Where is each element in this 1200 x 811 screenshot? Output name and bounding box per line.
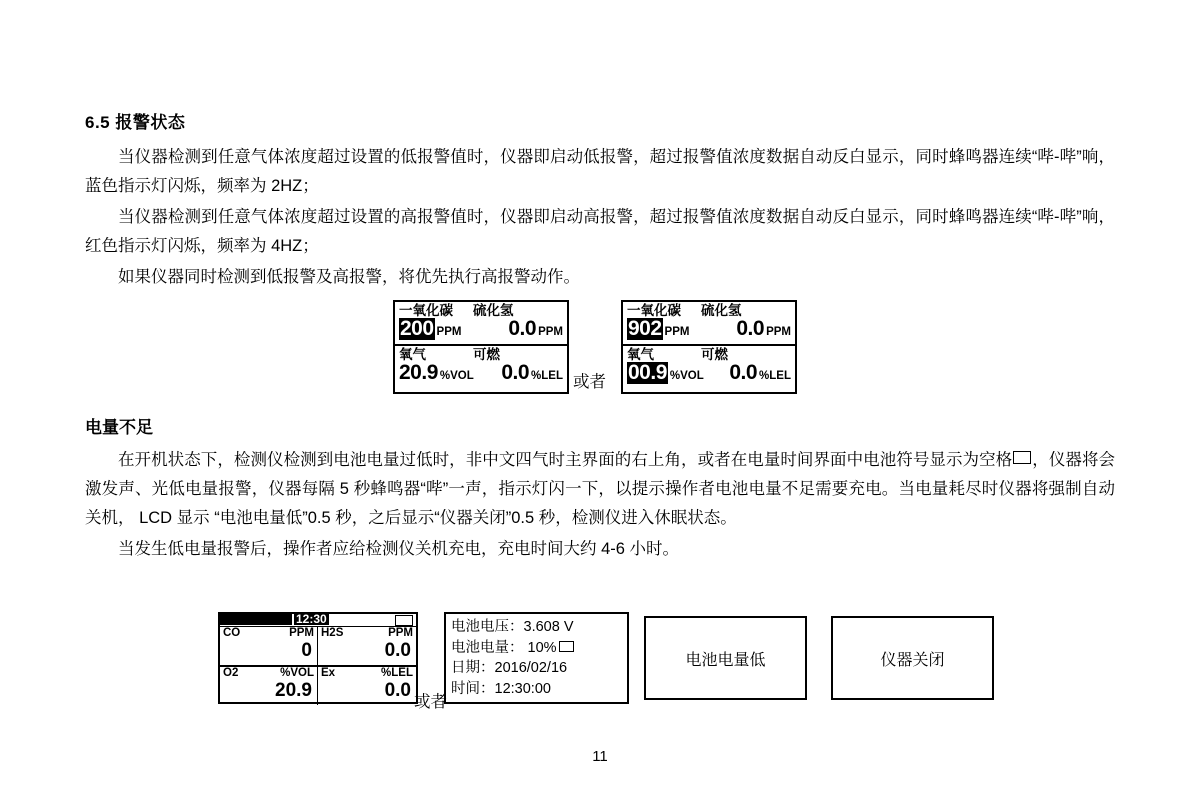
or-label-row1: 或者 bbox=[573, 373, 606, 391]
lcd-cell-co bbox=[220, 627, 318, 665]
lcd-o2-header bbox=[223, 667, 314, 680]
lcd-alarm-figures bbox=[393, 300, 823, 400]
lcd-high-gas4-label: 可燃 bbox=[701, 346, 728, 362]
lcd-low-gas3-label: 氧气 bbox=[399, 346, 426, 362]
lcd-ex-header bbox=[321, 667, 413, 680]
empty-battery-icon bbox=[1013, 451, 1031, 464]
battery-empty-icon bbox=[559, 641, 574, 652]
lcd-co-unit: PPM bbox=[289, 627, 314, 639]
lcd-cell-o2 bbox=[220, 667, 318, 705]
lcd-high-gas2-unit: PPM bbox=[766, 326, 791, 338]
lcd-low-labels-top bbox=[395, 302, 567, 318]
lcd-high-gas3-label: 氧气 bbox=[627, 346, 654, 362]
lcd-co-value: 0 bbox=[301, 640, 312, 661]
lcd-high-gas1-value: 902 bbox=[628, 317, 662, 340]
low-battery-text-part1: 在开机状态下，检测仪检测到电池电量过低时，非中文四气时主界面的右上角，或者在电量时间界面中电池符号显示为空格 bbox=[118, 451, 1013, 469]
lcd-low-gas1-unit: PPM bbox=[436, 326, 462, 338]
low-battery-section bbox=[85, 413, 1115, 566]
lcd-high-values-bottom bbox=[623, 362, 795, 387]
lcd-ex-value: 0.0 bbox=[384, 679, 411, 701]
lcd-high-gas4-unit: %LEL bbox=[759, 369, 791, 382]
lcd-low-alarm-display bbox=[393, 300, 569, 394]
lcd-status-bar bbox=[220, 614, 416, 627]
lcd-high-values-top bbox=[623, 318, 795, 343]
lcd-h2s-value: 0.0 bbox=[384, 640, 411, 661]
lcd-o2-unit: %VOL bbox=[280, 666, 314, 679]
lcd-low-gas1-value: 200 bbox=[400, 317, 434, 340]
section-heading: 6.5 报警状态 bbox=[85, 113, 186, 132]
lcd-h2s-unit: PPM bbox=[388, 627, 413, 639]
page-number: 11 bbox=[592, 748, 608, 765]
lcd-cell-h2s bbox=[318, 627, 416, 665]
lcd-low-values-bottom bbox=[395, 362, 567, 387]
lcd-battery-figures bbox=[218, 612, 988, 712]
status-bar-fill bbox=[220, 614, 292, 625]
or-label-row2: 或者 bbox=[414, 693, 447, 711]
lcd-low-gas3-unit: %VOL bbox=[439, 369, 474, 382]
lcd-cell-ex bbox=[318, 667, 416, 705]
lcd-low-gas1-label: 一氧化碳 bbox=[399, 303, 453, 318]
lcd-low-gas4-value: 0.0 bbox=[501, 360, 530, 384]
lcd-high-gas1-unit: PPM bbox=[664, 326, 690, 338]
lcd-low-gas2-value: 0.0 bbox=[508, 317, 537, 340]
lcd-row-top bbox=[220, 627, 416, 665]
lcd-low-gas4-unit: %LEL bbox=[531, 369, 563, 382]
lcd-high-labels-top bbox=[623, 302, 795, 318]
lcd-high-alarm-display bbox=[621, 300, 797, 394]
lcd-low-battery-message: 电池电量低 bbox=[644, 616, 807, 700]
lcd-ex-label: Ex bbox=[321, 666, 336, 679]
lcd-low-gas4-label: 可燃 bbox=[473, 346, 500, 362]
lcd-shutdown-message: 仪器关闭 bbox=[831, 616, 994, 700]
lcd-low-gas3-value: 20.9 bbox=[399, 360, 438, 384]
lcd-high-labels-bottom bbox=[623, 346, 795, 362]
battery-time-line: 时间：12:30:00 bbox=[451, 680, 551, 697]
paragraph-high-alarm: 当仪器检测到任意气体浓度超过设置的高报警值时，仪器即启动高报警，超过报警值浓度数据自动反白显示，同时蜂鸣器连续“哔-哔”响，红色指示灯闪烁，频率为 4HZ； bbox=[85, 208, 1115, 255]
lcd-high-gas4-value: 0.0 bbox=[729, 360, 758, 384]
lcd-o2-label: O2 bbox=[223, 666, 239, 679]
paragraph-priority: 如果仪器同时检测到低报警及高报警，将优先执行高报警动作。 bbox=[118, 268, 580, 286]
lcd-h2s-header bbox=[321, 627, 413, 640]
lcd-high-gas3-unit: %VOL bbox=[669, 369, 704, 382]
lcd-ex-unit: %LEL bbox=[381, 666, 413, 679]
low-battery-text-part2: ，仪器将会激发声、光低电量报警，仪器每隔 5 秒蜂鸣器“哔”一声，指示灯闪一下，以提示操作者电池电量不足需要充电。当电量耗尽时仪器将强制自动关机， LCD 显示 “电池电量低”0.5 秒，之后显示“仪器关闭”0.5 秒，检测仪进入休眠状态。 bbox=[85, 451, 1116, 527]
lcd-english-main-display bbox=[218, 612, 418, 704]
lcd-battery-info-display bbox=[444, 612, 629, 704]
battery-voltage-line: 电池电压：3.608 V bbox=[451, 619, 574, 635]
paragraph-charging: 当发生低电量报警后，操作者应给检测仪关机充电，充电时间大约 4-6 小时。 bbox=[118, 540, 680, 558]
lcd-co-label: CO bbox=[223, 627, 241, 639]
lcd-high-gas3-value: 00.9 bbox=[628, 360, 667, 384]
lcd-low-gas2-unit: PPM bbox=[538, 326, 563, 338]
subsection-heading: 电量不足 bbox=[85, 418, 153, 437]
document-body bbox=[85, 108, 1115, 294]
battery-date-line: 日期：2016/02/16 bbox=[451, 660, 568, 676]
battery-icon bbox=[395, 615, 413, 626]
lcd-co-header bbox=[223, 627, 314, 640]
lcd-h2s-label: H2S bbox=[321, 627, 344, 639]
paragraph-low-battery bbox=[85, 446, 1115, 533]
lcd-high-gas2-label: 硫化氢 bbox=[701, 303, 742, 318]
battery-capacity-line bbox=[451, 638, 622, 659]
paragraph-low-alarm: 当仪器检测到任意气体浓度超过设置的低报警值时，仪器即启动低报警，超过报警值浓度数据自动反白显示，同时蜂鸣器连续“哔-哔”响，蓝色指示灯闪烁，频率为 2HZ； bbox=[85, 148, 1115, 195]
lcd-low-labels-bottom bbox=[395, 346, 567, 362]
lcd-low-values-top bbox=[395, 318, 567, 343]
battery-capacity-text: 电池电量： 10% bbox=[451, 639, 557, 656]
lcd-low-gas2-label: 硫化氢 bbox=[473, 303, 514, 318]
lcd-o2-value: 20.9 bbox=[275, 679, 312, 701]
lcd-high-gas1-label: 一氧化碳 bbox=[627, 303, 681, 318]
lcd-clock: 12:30 bbox=[296, 612, 327, 626]
lcd-high-gas2-value: 0.0 bbox=[736, 317, 765, 340]
lcd-row-bottom bbox=[220, 667, 416, 705]
